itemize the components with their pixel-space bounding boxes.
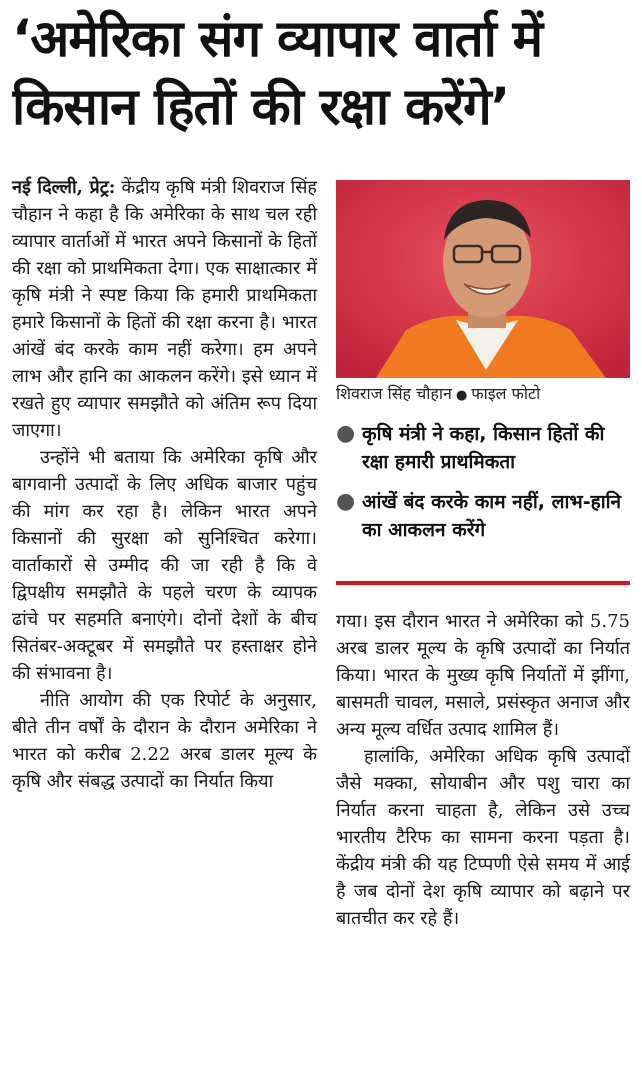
article-paragraph-4: हालांकि, अमेरिका अधिक कृषि उत्पादों जैसे मक्का, सोयाबीन और पशु चारा का निर्यात करना चाहता है, लेकिन उसे उच्च भारतीय टैरिफ का सामना करना पड़ता है। केंद्रीय मंत्री की यह टिप्पणी ऐसे समय में आई है जब दोनों देश कृषि व्यापार को बढ़ाने पर बातचीत कर रहे हैं। [336,746,630,929]
article-paragraph-2: उन्होंने भी बताया कि अमेरिका कृषि और बागवानी उत्पादों के लिए अधिक बाजार पहुंच की मांग कर रहा है। लेकिन भारत अपने किसानों की सुरक्षा को सुनिश्चित करेगा। वार्ताकारों से उम्मीद की जा रही है कि वे द्विपक्षीय समझौते के पहले चरण के व्यापक ढांचे पर सहमति बनाएंगे। दोनों देशों के बीच सितंबर-अक्टूबर में समझौते पर हस्ताक्षर होने की संभावना है। [12,447,317,684]
highlight-item [336,488,630,544]
article-column-left [12,174,317,795]
caption-name: शिवराज सिंह चौहान [336,384,452,403]
headline [12,6,632,142]
article-paragraph-3: नीति आयोग की एक रिपोर्ट के अनुसार, बीते तीन वर्षों के दौरान के दौरान अमेरिका ने भारत को करीब 2.22 अरब डालर मूल्य के कृषि और संबद्ध उत्पादों का निर्यात किया [12,690,317,792]
dateline: नई दिल्ली, प्रेट्र: [12,177,116,198]
headline-line-2: किसान हितों की रक्षा करेंगे’ [12,78,510,137]
portrait-image [336,180,630,378]
caption-credit: फाइल फोटो [471,384,541,403]
article-paragraph-3-continued: गया। इस दौरान भारत ने अमेरिका को 5.75 अरब डालर मूल्य के कृषि उत्पादों का निर्यात किया। भारत के मुख्य कृषि निर्यातों में झींगा, बासमती चावल, मसाले, प्रसंस्कृत अनाज और अन्य मूल्य वर्धित उत्पाद शामिल हैं। [336,611,630,740]
highlight-bullet-icon: ● [336,489,356,514]
paragraph-1-text: केंद्रीय कृषि मंत्री शिवराज सिंह चौहान ने कहा है कि अमेरिका के साथ चल रही व्यापार वार्ताओं में भारत अपने किसानों के हितों की रक्षा को प्राथमिकता देगा। एक साक्षात्कार में कृषि मंत्री ने स्पष्ट किया कि हमारी प्राथमिकता हमारे किसानों के हितों की रक्षा करना है। भारत आंखें बंद करके काम नहीं करेगा। हम अपने लाभ और हानि का आकलन करेंगे। इसे ध्यान में रखते हुए व्यापार समझौते को अंतिम रूप दिया जाएगा। [12,177,317,441]
article-paragraph-1 [12,174,317,444]
highlight-text: आंखें बंद करके काम नहीं, लाभ-हानि का आकलन करेंगे [362,491,622,541]
highlight-item [336,420,630,476]
headline-line-1: ‘अमेरिका संग व्यापार वार्ता में [12,10,543,69]
photo-shivraj-singh-chouhan [336,180,630,378]
highlight-text: कृषि मंत्री ने कहा, किसान हितों की रक्षा हमारी प्राथमिकता [362,423,605,473]
highlight-bullet-icon: ● [336,421,356,446]
photo-caption [336,383,630,407]
caption-bullet-icon: ● [455,388,468,403]
highlights-box [336,420,630,556]
red-divider [336,581,630,585]
article-column-right [336,608,630,932]
